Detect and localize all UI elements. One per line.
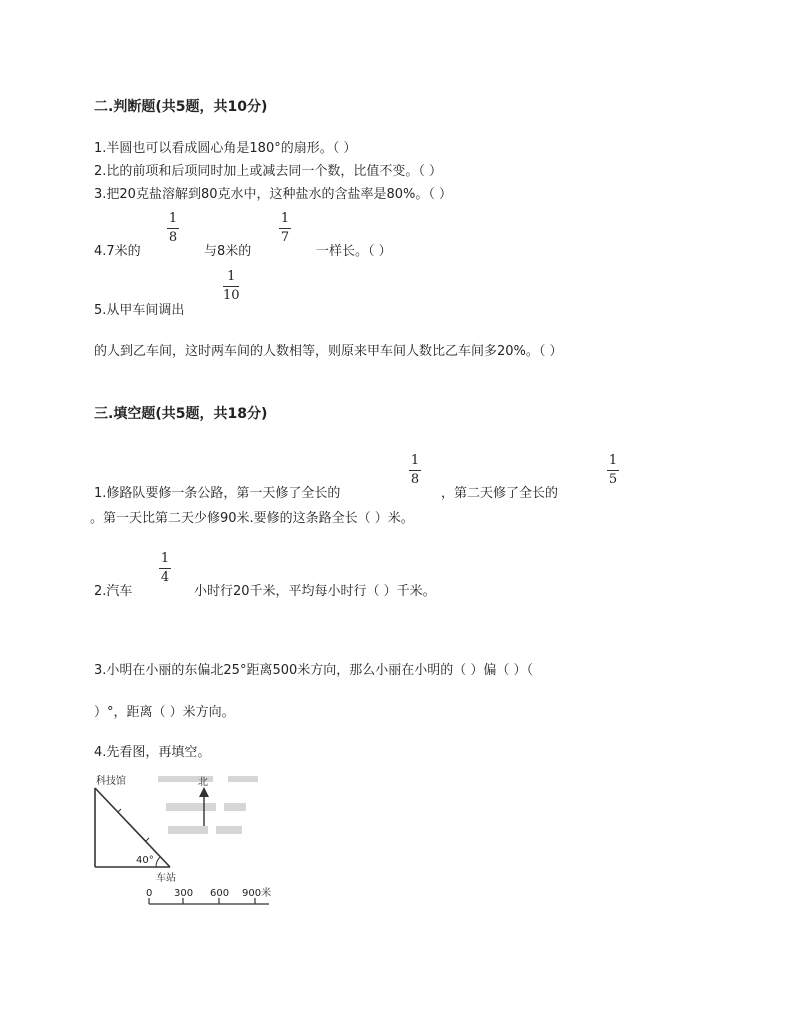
fraction-numerator: 1 <box>410 453 420 468</box>
question-3-1-part3: 。第一天比第二天少修90米.要修的这条路全长（ ）米。 <box>90 511 414 526</box>
angle-arc <box>156 857 160 867</box>
fraction-bar <box>607 470 619 471</box>
map-figure <box>88 770 288 915</box>
label-angle: 40° <box>136 855 154 866</box>
question-2-3: 3.把20克盐溶解到80克水中，这种盐水的含盐率是80%。（ ） <box>94 187 453 202</box>
question-3-2-part1: 2.汽车 <box>94 584 133 599</box>
scale-label-300: 300 <box>174 888 194 899</box>
fraction-denominator: 8 <box>410 472 420 487</box>
question-3-1-part2: ，第二天修了全长的 <box>441 486 559 501</box>
fraction-denominator: 10 <box>223 288 240 303</box>
fraction-numerator: 1 <box>160 551 170 566</box>
scale-label-0: 0 <box>146 888 153 899</box>
fraction-bar <box>167 228 179 229</box>
north-arrow-icon <box>199 787 209 797</box>
fraction-numerator: 1 <box>280 211 290 226</box>
section2-heading: 二.判断题(共5题，共10分) <box>94 99 268 115</box>
section3-heading: 三.填空题(共5题，共18分) <box>94 406 268 422</box>
fraction-denominator: 4 <box>160 570 170 585</box>
label-museum: 科技馆 <box>96 776 126 787</box>
question-2-4-part2: 与8米的 <box>204 244 252 259</box>
question-3-3-line1: 3.小明在小丽的东偏北25°距离500米方向，那么小丽在小明的（ ）偏（ ）（ <box>94 663 534 678</box>
fraction-1-5 <box>607 454 619 487</box>
triangle-hypotenuse <box>95 788 170 867</box>
fraction-1-8 <box>409 454 421 487</box>
fraction-denominator: 8 <box>168 230 178 245</box>
question-2-5-part1: 5.从甲车间调出 <box>94 303 185 318</box>
question-3-1-part1: 1.修路队要修一条公路，第一天修了全长的 <box>94 486 341 501</box>
question-3-2-part2: 小时行20千米，平均每小时行（ ）千米。 <box>194 584 436 599</box>
fraction-1-4 <box>159 552 171 585</box>
label-north: 北 <box>198 777 208 788</box>
fraction-bar <box>159 568 171 569</box>
fraction-bar <box>279 228 291 229</box>
question-2-4-part3: 一样长。（ ） <box>316 244 392 259</box>
question-3-3-line2: ）°，距离（ ）米方向。 <box>94 705 235 720</box>
fraction-1-10 <box>223 270 240 303</box>
fraction-numerator: 1 <box>227 269 236 284</box>
fraction-numerator: 1 <box>168 211 178 226</box>
fraction-bar <box>409 470 421 471</box>
question-2-5-part2: 的人到乙车间，这时两车间的人数相等，则原来甲车间人数比乙车间多20%。（ ） <box>94 344 563 359</box>
question-2-2: 2.比的前项和后项同时加上或减去同一个数，比值不变。（ ） <box>94 164 443 179</box>
label-station: 车站 <box>156 873 176 884</box>
faint-background-marks <box>158 776 258 834</box>
fraction-1-7 <box>279 212 291 245</box>
question-3-4: 4.先看图，再填空。 <box>94 745 211 760</box>
fraction-bar <box>223 286 239 287</box>
hypotenuse-tick <box>118 809 121 812</box>
question-2-1: 1.半圆也可以看成圆心角是180°的扇形。（ ） <box>94 141 357 156</box>
scale-label-600: 600 <box>210 888 230 899</box>
scale-label-900: 900米 <box>242 888 272 899</box>
fraction-denominator: 7 <box>280 230 290 245</box>
fraction-denominator: 5 <box>608 472 618 487</box>
question-2-4-part1: 4.7米的 <box>94 244 141 259</box>
fraction-1-8 <box>167 212 179 245</box>
fraction-numerator: 1 <box>608 453 618 468</box>
hypotenuse-tick <box>146 838 149 841</box>
